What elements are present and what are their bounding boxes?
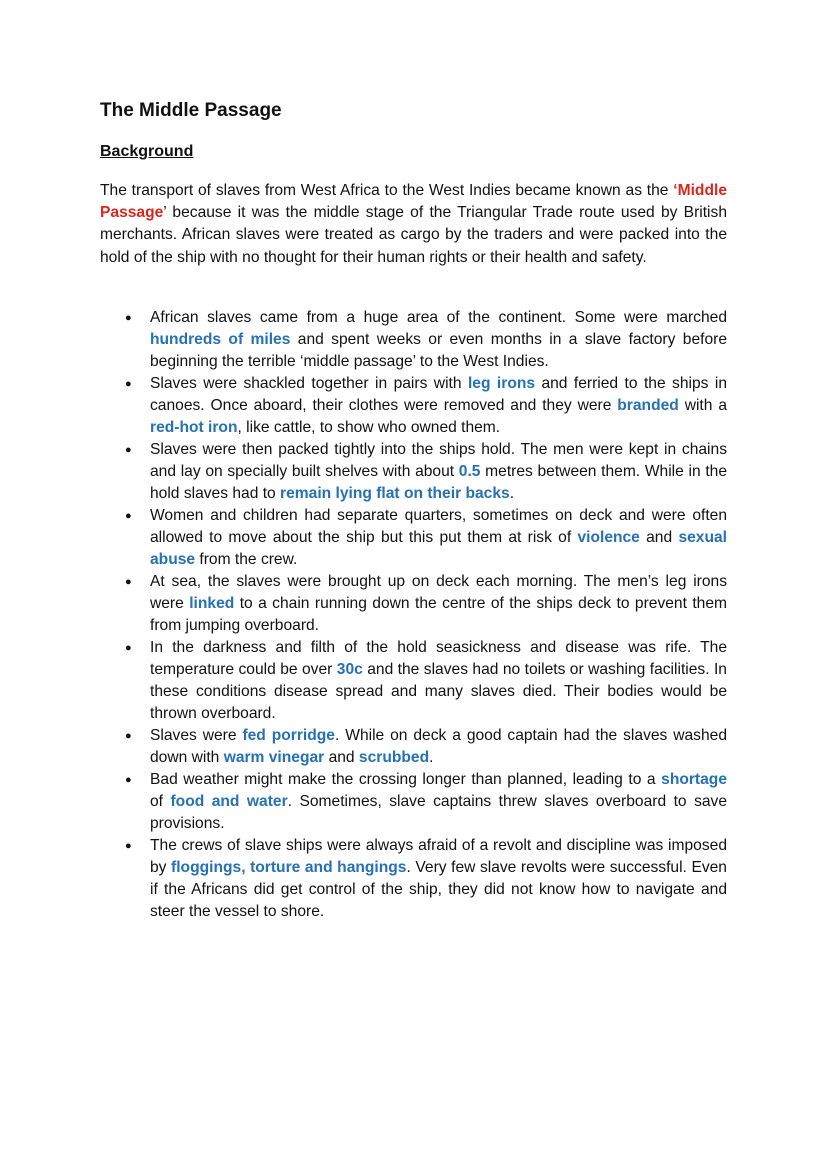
bullet-item xyxy=(150,439,727,505)
highlighted-term: red-hot iron xyxy=(150,419,238,436)
text-run: from the crew. xyxy=(195,551,298,568)
highlighted-term: warm vinegar xyxy=(223,749,325,766)
highlighted-term: leg irons xyxy=(467,375,536,392)
text-run: In the darkness and filth of the hold seasickness and disease was rife. The temperature could be over xyxy=(150,639,727,678)
text-run: with a xyxy=(678,397,727,414)
text-run: . While on deck a good captain had the slaves washed down with xyxy=(150,727,727,766)
text-run: Slaves were xyxy=(150,727,243,744)
key-term: ‘Middle Passage xyxy=(100,182,727,222)
highlighted-term: sexual abuse xyxy=(150,529,727,568)
highlighted-term: scrubbed xyxy=(358,749,430,766)
bullet-item xyxy=(150,373,727,439)
section-heading: Background xyxy=(100,143,194,160)
bullet-item xyxy=(150,307,727,373)
highlighted-term: linked xyxy=(189,595,235,612)
bullet-item xyxy=(150,637,727,725)
bullet-list xyxy=(150,307,727,923)
highlighted-term: floggings, torture and hangings xyxy=(171,859,407,876)
text-run: and ferried to the ships in canoes. Once aboard, their clothes were removed and they were xyxy=(150,375,727,414)
highlighted-term: 0.5 xyxy=(458,463,481,480)
highlighted-term: violence xyxy=(577,529,640,546)
text-run: . xyxy=(509,485,515,502)
text-run: At sea, the slaves were brought up on deck each morning. The men’s leg irons were xyxy=(150,573,727,612)
text-run: . Sometimes, slave captains threw slaves overboard to save provisions. xyxy=(150,793,728,832)
text-run: African slaves came from a huge area of the continent. Some were marched xyxy=(150,309,727,326)
text-run: , like cattle, to show who owned them. xyxy=(237,419,501,436)
highlighted-term: hundreds of miles xyxy=(150,331,291,348)
text-run: and the slaves had no toilets or washing facilities. In these conditions disease spread and many slaves died. Their bodies would be thrown overboard. xyxy=(150,661,727,722)
text-run: and spent weeks or even months in a slave factory before beginning the terrible ‘middle passage’ to the West Indies. xyxy=(150,331,727,370)
text-run: . xyxy=(429,749,434,766)
intro-paragraph xyxy=(100,180,727,269)
highlighted-term: 30c xyxy=(336,661,363,678)
highlighted-term: shortage xyxy=(661,771,727,788)
highlighted-term: food and water xyxy=(170,793,288,810)
text-run: ’ because it was the middle stage of the Triangular Trade route used by British merchants. African slaves were treated as cargo by the traders and were packed into the hold of the ship with no thought for their human rights or their health and safety. xyxy=(100,204,727,266)
text-run: Slaves were then packed tightly into the ships hold. The men were kept in chains and lay on specially built shelves with about xyxy=(150,441,727,480)
text-run: Women and children had separate quarters, sometimes on deck and were often allowed to move about the ship but this put them at risk of xyxy=(150,507,727,546)
text-run: The crews of slave ships were always afraid of a revolt and discipline was imposed by xyxy=(150,837,727,876)
text-run: . Very few slave revolts were successful. Even if the Africans did get control of the ship, they did not know how to navigate and steer the vessel to shore. xyxy=(150,859,727,920)
page-title: The Middle Passage xyxy=(100,100,282,121)
text-run: The transport of slaves from West Africa to the West Indies became known as the xyxy=(100,182,674,199)
text-run: and xyxy=(639,529,679,546)
text-run: and xyxy=(324,749,359,766)
highlighted-term: fed porridge xyxy=(242,727,335,744)
text-run: Bad weather might make the crossing longer than planned, leading to a xyxy=(150,771,662,788)
bullet-item xyxy=(150,571,727,637)
text-run: metres between them. While in the hold slaves had to xyxy=(150,463,727,502)
bullet-item xyxy=(150,505,727,571)
highlighted-term: remain lying flat on their backs xyxy=(280,485,510,502)
text-run: of xyxy=(150,793,171,810)
bullet-item xyxy=(150,725,727,769)
text-run: to a chain running down the centre of the ships deck to prevent them from jumping overboard. xyxy=(150,595,727,634)
bullet-item xyxy=(150,835,727,923)
bullet-item xyxy=(150,769,727,835)
highlighted-term: branded xyxy=(617,397,679,414)
text-run: Slaves were shackled together in pairs with xyxy=(150,375,468,392)
